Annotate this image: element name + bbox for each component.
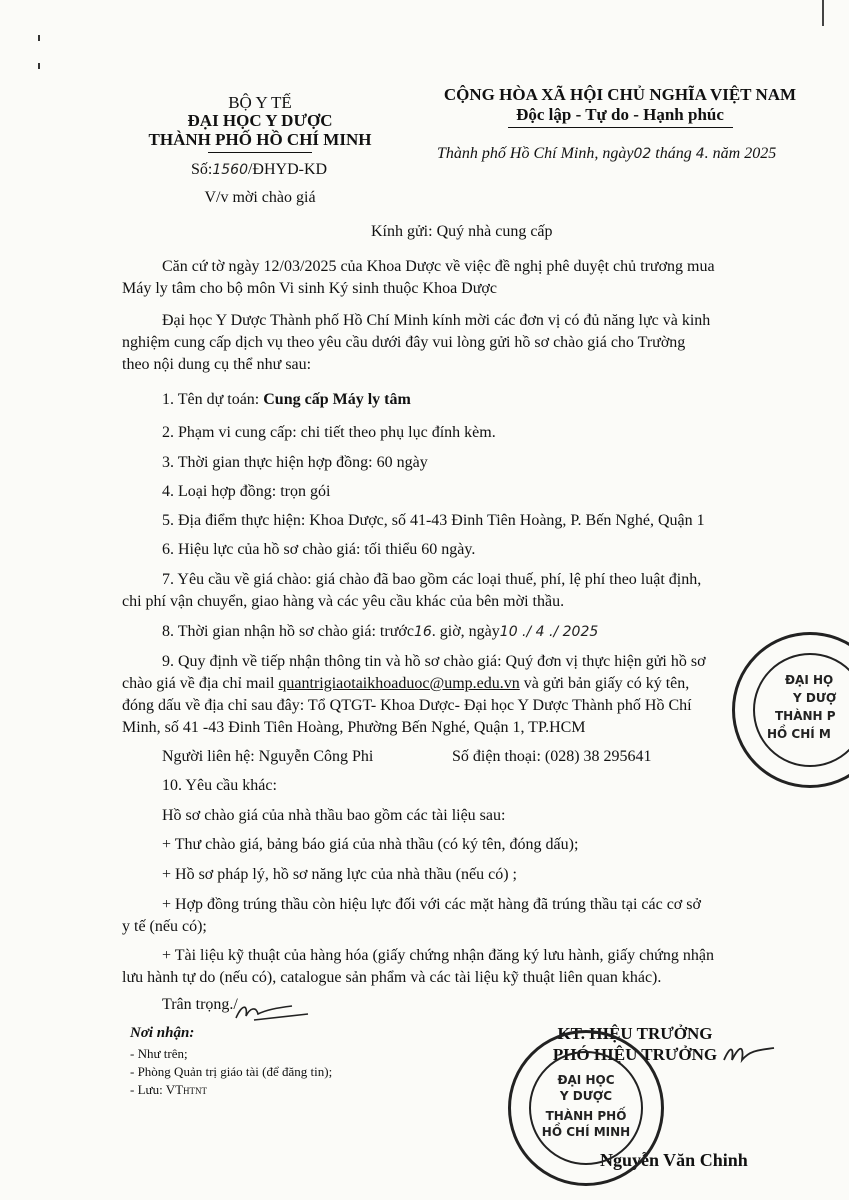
item-9-line-1: 9. Quy định về tiếp nhận thông tin và hồ sơ chào giá: Quý đơn vị thực hiện gửi hồ sơ [162,653,706,670]
item-4: 4. Loại hợp đồng: trọn gói [162,483,331,500]
official-stamp [508,1030,664,1186]
item-1-label: 1. Tên dự toán: [162,391,264,408]
signature-scribble [720,1040,780,1068]
stamp-line-1: ĐẠI HỌC [557,1073,615,1087]
paragraph-2-line-1: Đại học Y Dược Thành phố Hồ Chí Minh kính mời các đơn vị có đủ năng lực và kinh [162,312,711,329]
item-8-date: 10 ./ 4 ./ 2025 [499,624,599,640]
number-prefix: Số: [191,161,213,178]
side-stamp-line-2: Y DƯỢ [793,691,837,705]
university-name-line1: ĐẠI HỌC Y DƯỢC [187,111,333,130]
number-suffix: /ĐHYD-KD [247,161,328,178]
side-stamp-line-1: ĐẠI HỌ [785,673,834,687]
date-mid: tháng [655,145,692,162]
item-8-mid: . giờ, ngày [431,623,500,640]
item-1 [162,391,411,409]
issue-date [437,145,776,163]
item-9-line-4: Minh, số 41 -43 Đinh Tiên Hoàng, Phường Bến Nghé, Quận 1, TP.HCM [122,719,586,736]
item-9-line-2-b: và gửi bản giấy có ký tên, [519,675,690,692]
doc-item-4-line-2: lưu hành tự do (nếu có), catalogue sản phẩm và các tài liệu kỹ thuật liên quan khác). [122,969,662,986]
document-number [191,161,327,179]
date-prefix: Thành phố Hồ Chí Minh, ngày [437,145,634,162]
recipient-2: - Phòng Quản trị giáo tài (để đăng tin); [130,1064,333,1079]
side-stamp-line-4: HỒ CHÍ M [767,727,831,741]
item-7-line-1: 7. Yêu cầu về giá chào: giá chào đã bao gồm các loại thuế, phí, lệ phí theo luật định, [162,571,702,588]
side-stamp-line-3: THÀNH P [775,709,836,723]
nation-motto: Độc lập - Tự do - Hạnh phúc [516,105,724,124]
recipient-3-sub: HTNT [183,1086,208,1096]
stamp-line-3: THÀNH PHỐ [545,1109,627,1123]
date-day: 02 [633,146,652,162]
initials-scribble [232,996,312,1026]
item-3: 3. Thời gian thực hiện hợp đồng: 60 ngày [162,454,428,471]
stamp-line-4: HỒ CHÍ MINH [541,1125,631,1139]
item-9-line-2-a: chào giá về địa chỉ mail [122,675,279,692]
doc-item-3-line-1: + Hợp đồng trúng thầu còn hiệu lực đối với các mặt hàng đã trúng thầu tại các cơ sở [162,896,701,913]
paragraph-2-line-2: nghiệm cung cấp dịch vụ theo yêu cầu dưới đây vui lòng gửi hồ sơ chào giá cho Trường [122,334,686,351]
doc-item-1: + Thư chào giá, bảng báo giá của nhà thầu (có ký tên, đóng dấu); [162,836,579,853]
recipient-1: - Như trên; [130,1046,188,1061]
signer-name: Nguyễn Văn Chinh [600,1150,748,1170]
ministry-name: BỘ Y TẾ [228,93,292,112]
scan-mark-2 [38,63,40,69]
stamp-line-2: Y DƯỢC [559,1089,613,1103]
signature-line-1: KT. HIỆU TRƯỞNG [557,1024,713,1043]
item-8-prefix: 8. Thời gian nhận hồ sơ chào giá: trước [162,623,414,640]
contact-phone: Số điện thoại: (028) 38 295641 [452,748,652,765]
scan-mark-3 [822,0,824,26]
item-9-line-3: đóng dấu về địa chỉ sau đây: Tổ QTGT- Khoa Dược- Đại học Y Dược Thành phố Hồ Chí [122,697,692,714]
subject-line: V/v mời chào giá [204,189,316,206]
doc-item-3-line-2: y tế (nếu có); [122,918,207,935]
item-8 [162,623,598,641]
item-1-value: Cung cấp Máy ly tâm [263,391,411,408]
paragraph-1-line-1: Căn cứ tờ ngày 12/03/2025 của Khoa Dược về việc đề nghị phê duyệt chủ trương mua [162,258,715,275]
paragraph-1-line-2: Máy ly tâm cho bộ môn Vi sinh Ký sinh thuộc Khoa Dược [122,280,497,297]
university-name-line2: THÀNH PHỐ HỒ CHÍ MINH [148,130,372,149]
item-6: 6. Hiệu lực của hồ sơ chào giá: tối thiểu 60 ngày. [162,541,476,558]
nation-name: CỘNG HÒA XÃ HỘI CHỦ NGHĨA VIỆT NAM [443,85,797,104]
item-7-line-2: chi phí vận chuyển, giao hàng và các yêu cầu khác của bên mời thầu. [122,593,565,610]
recipients-title: Nơi nhận: [130,1025,195,1041]
contact-person: Người liên hệ: Nguyễn Công Phi [162,748,374,765]
closing: Trân trọng./ [162,996,238,1013]
scan-mark-1 [38,35,40,41]
item-5: 5. Địa điểm thực hiện: Khoa Dược, số 41-43 Đinh Tiên Hoàng, P. Bến Nghé, Quận 1 [162,512,705,529]
number-handwritten: 1560 [212,162,248,178]
header-underline-left [208,152,312,153]
date-month: 4 [695,146,705,162]
header-underline-right [508,127,733,128]
item-10: 10. Yêu cầu khác: [162,777,277,794]
signature-line-2: PHÓ HIỆU TRƯỞNG [552,1045,718,1064]
doc-item-2: + Hồ sơ pháp lý, hồ sơ năng lực của nhà thầu (nếu có) ; [162,866,517,883]
salutation: Kính gửi: Quý nhà cung cấp [371,223,553,240]
recipient-3 [130,1082,207,1098]
item-9-line-2 [122,675,689,693]
item-8-hour: 16 [413,624,432,640]
doc-item-4-line-1: + Tài liệu kỹ thuật của hàng hóa (giấy chứng nhận đăng ký lưu hành, giấy chứng nhận [162,947,714,964]
email-link[interactable]: quantrigiaotaikhoaduoc@ump.edu.vn [278,675,520,692]
item-2: 2. Phạm vi cung cấp: chi tiết theo phụ lục đính kèm. [162,424,496,441]
recipient-3-text: - Lưu: VT [130,1082,184,1097]
paragraph-2-line-3: theo nội dung cụ thể như sau: [122,356,312,373]
docs-intro: Hồ sơ chào giá của nhà thầu bao gồm các tài liệu sau: [162,807,506,824]
official-stamp-inner-ring [529,1051,643,1165]
date-suffix: . năm 2025 [704,145,777,162]
side-stamp [732,632,849,788]
